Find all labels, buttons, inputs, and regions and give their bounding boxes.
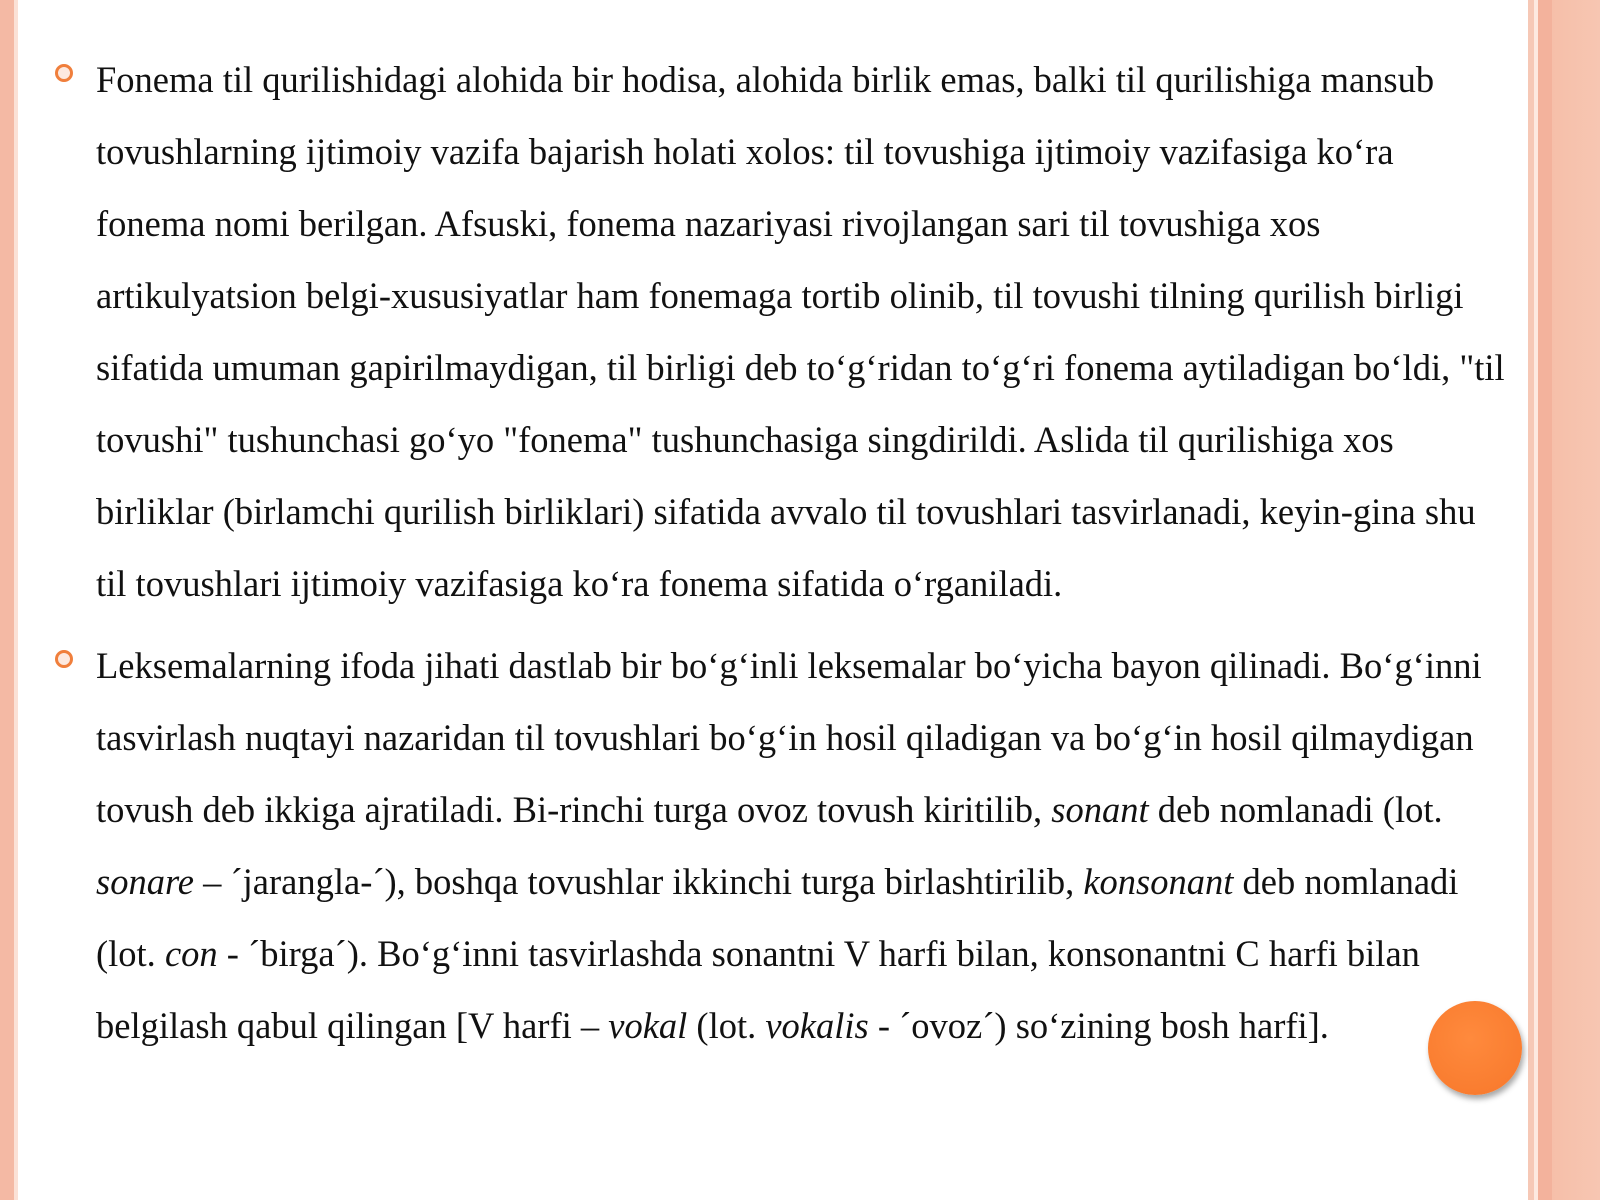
bullet-item	[48, 630, 1508, 1062]
text-segment: Fonema til qurilishidagi alohida bir hodisa, alohida birlik emas, balki til qurilishiga mansub tovushlarning ijtimoiy vazifa bajarish holati xolos: til tovushiga ijtimoiy vazifasiga ko‘ra fonema nomi berilgan. Afsuski, fonema nazariyasi rivojlangan sari til tovushiga xos artikulyatsion belgi-xususiyatlar ham fonemaga tortib olinib, til tovushi tilning qurilish birligi sifatida umuman gapirilmaydigan, til birligi deb to‘g‘ridan to‘g‘ri fonema aytiladigan bo‘ldi, "til tovushi" tushunchasi go‘yo "fonema" tushunchasiga singdirildi. Aslida til qurilishiga xos birliklar (birlamchi qurilish birliklari) sifatida avvalo til tovushlari tasvirlanadi, keyin-gina shu til tovushlari ijtimoiy vazifasiga ko‘ra fonema sifatida o‘rganiladi.	[96, 59, 1505, 604]
text-segment: – ´jarangla-´), boshqa tovushlar ikkinchi turga birlashtirilib,	[194, 861, 1084, 902]
left-decorative-stripe-inner	[14, 0, 18, 1200]
italic-term: vokal	[608, 1005, 688, 1046]
circle-bullet-icon	[55, 64, 73, 82]
italic-term: sonant	[1051, 789, 1149, 830]
italic-term: sonare	[96, 861, 195, 902]
bullet-text	[96, 630, 1508, 1062]
italic-term: konsonant	[1083, 861, 1234, 902]
text-segment: - ´birga´). Bo‘g‘inni tasvirlashda sonantni V harfi bilan, konsonantni C harfi bilan belgilash qabul qilingan [V harfi –	[96, 933, 1420, 1046]
orange-circle-decoration	[1428, 1001, 1522, 1095]
bullet-item	[48, 44, 1508, 620]
text-segment: (lot.	[687, 1005, 766, 1046]
left-decorative-stripe	[0, 0, 14, 1200]
right-decorative-band	[1552, 0, 1600, 1200]
slide-content	[48, 44, 1508, 1062]
bullet-text	[96, 44, 1508, 620]
text-segment: deb nomlanadi (lot.	[96, 861, 1459, 974]
circle-bullet-icon	[55, 650, 73, 668]
text-segment: Leksemalarning ifoda jihati dastlab bir bo‘g‘inli leksemalar bo‘yicha bayon qilinadi. Bo‘g‘inni tasvirlash nuqtayi nazaridan til tovushlari bo‘g‘in hosil qiladigan va bo‘g‘in hosil qilmaydigan tovush deb ikkiga ajratiladi. Bi-rinchi turga ovoz tovush kiritilib,	[96, 645, 1482, 830]
text-segment: - ´ovoz´) so‘zining bosh harfi].	[868, 1005, 1329, 1046]
italic-term: vokalis	[765, 1005, 869, 1046]
right-decorative-stripe	[1538, 0, 1552, 1200]
italic-term: con	[164, 933, 218, 974]
text-segment: deb nomlanadi (lot.	[1148, 789, 1443, 830]
